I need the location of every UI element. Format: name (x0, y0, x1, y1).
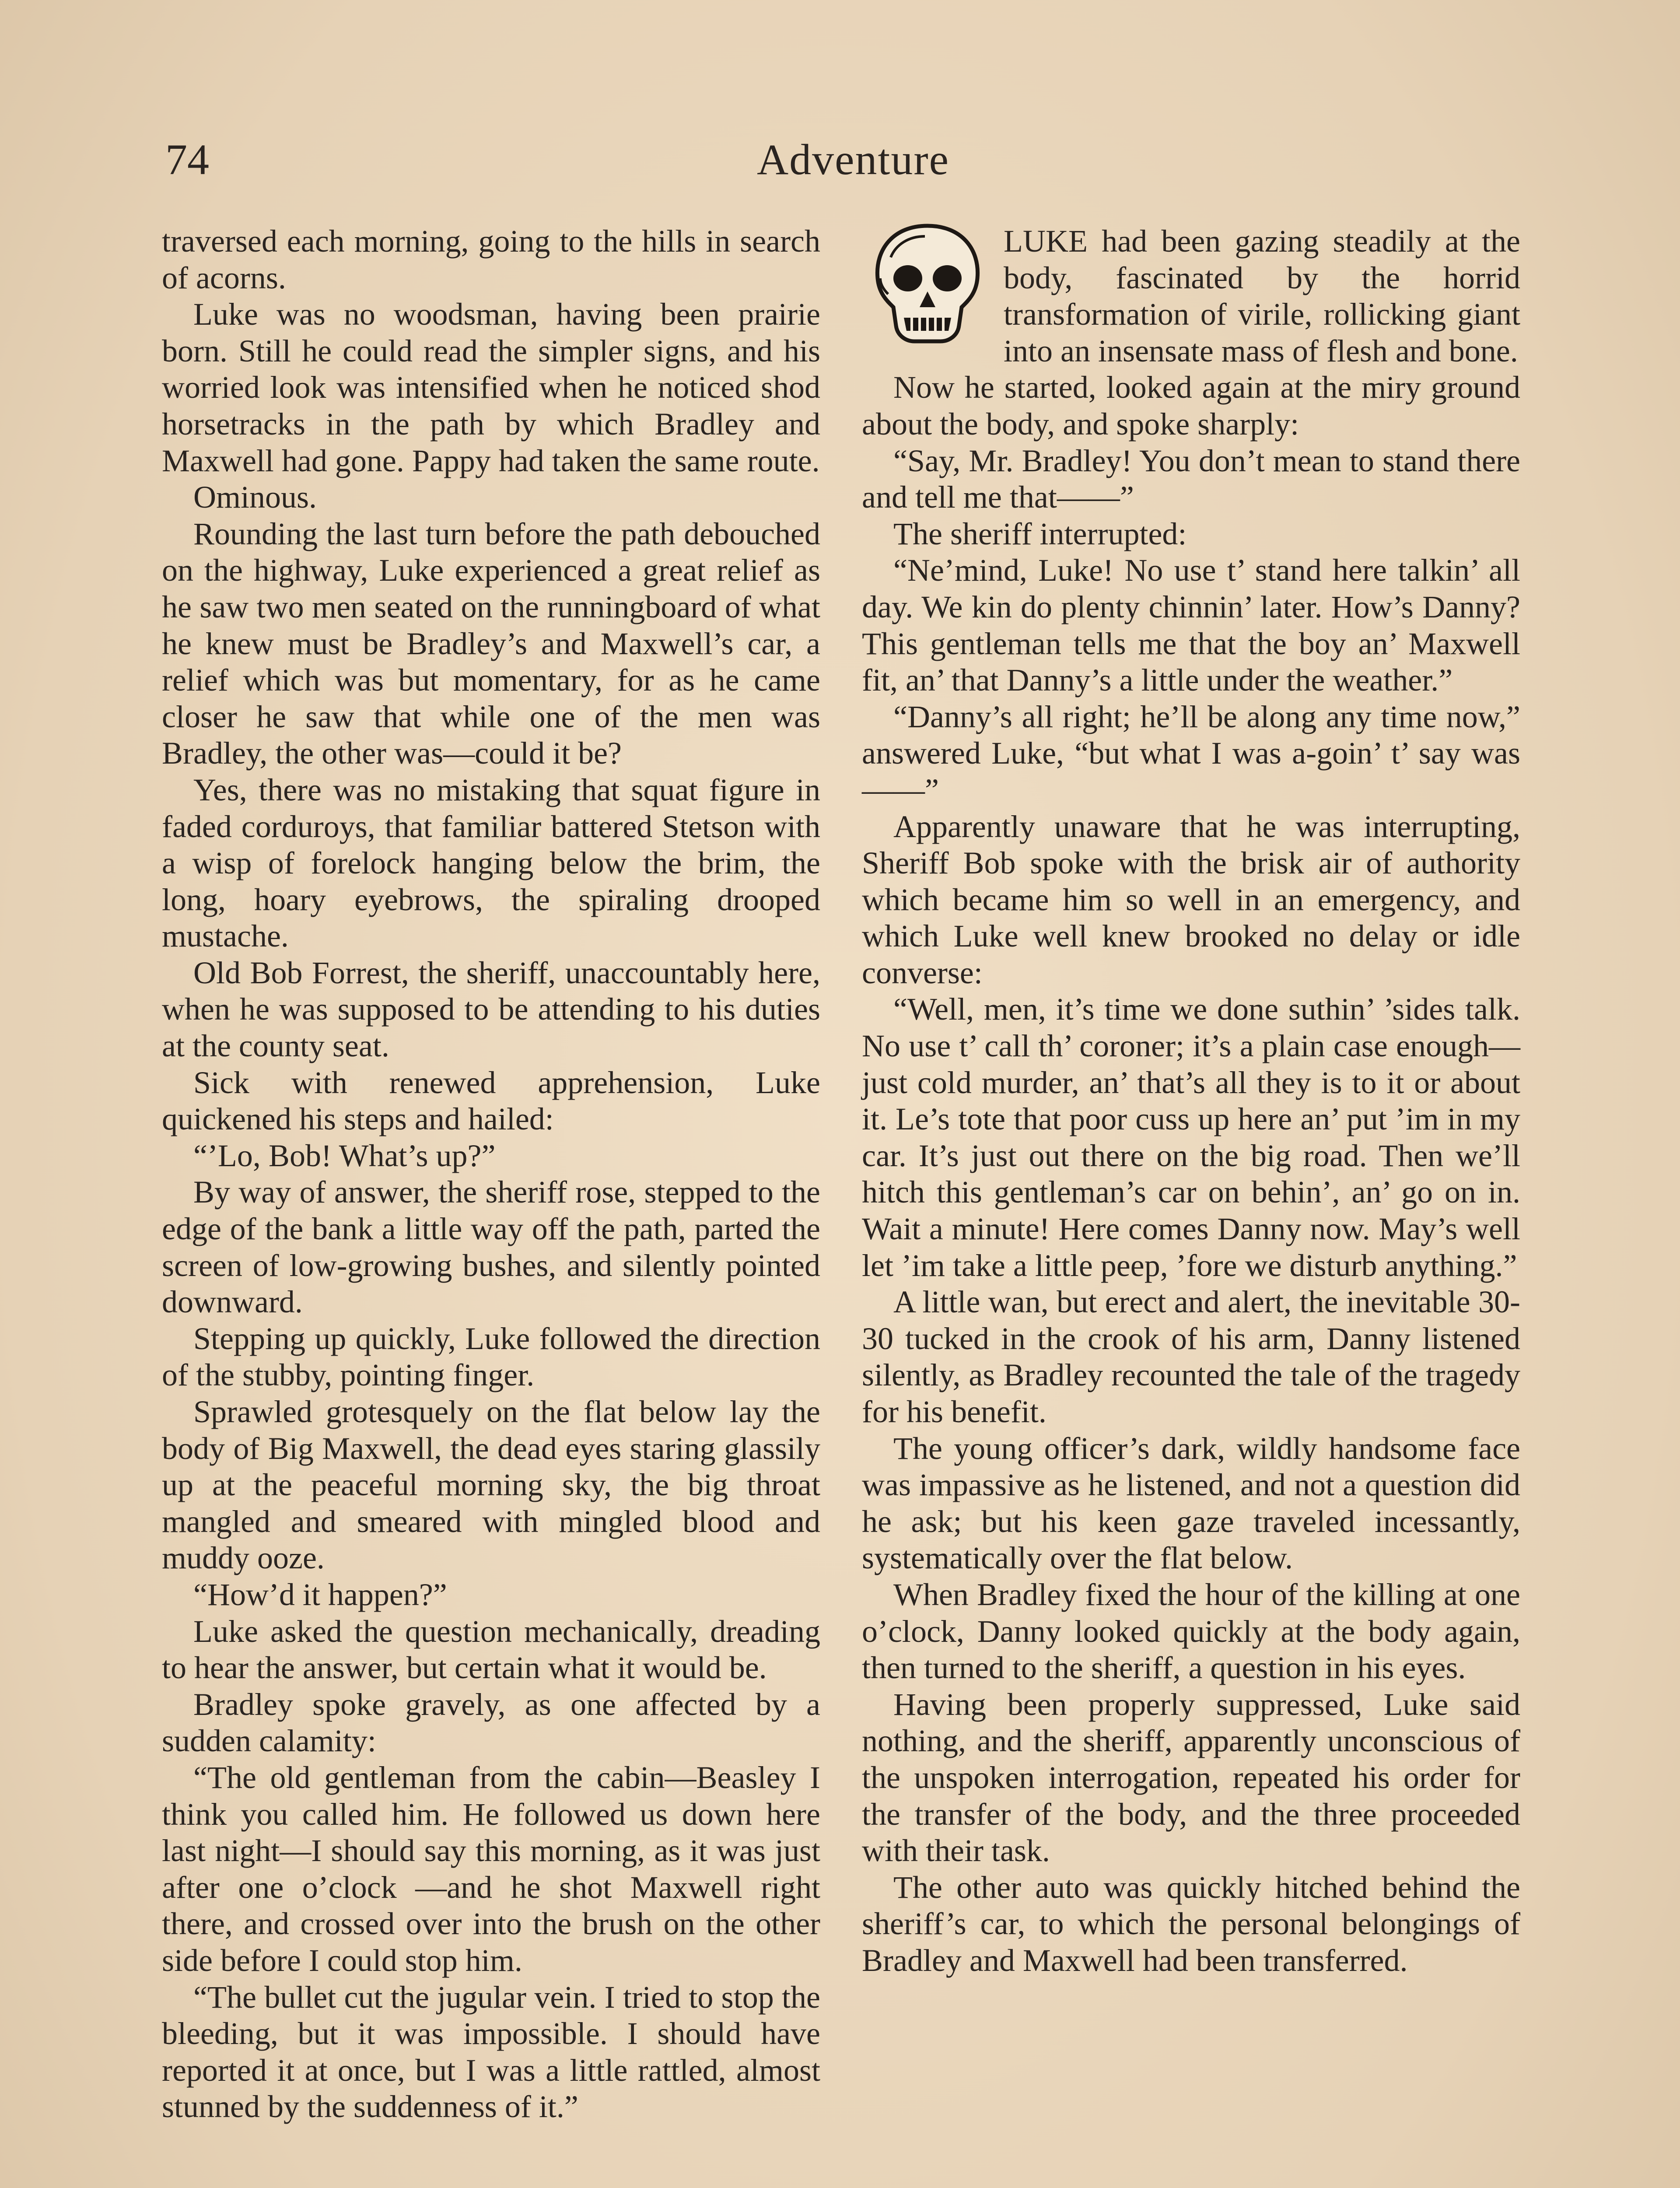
paragraph-text: “The bullet cut the jugular vein. I tried to stop the bleeding, but it was impossible. I should have reported it at once, but I was a little rattled, almost stunned by the suddenness of it.” (162, 1979, 820, 2125)
paragraph (862, 516, 1520, 553)
paragraph (162, 1065, 820, 1138)
paragraph (162, 1138, 820, 1175)
paragraph-text: Luke asked the question mechanically, dreading to hear the answer, but certain what it would be. (162, 1613, 820, 1686)
paragraph (162, 1577, 820, 1613)
paragraph-text: “Say, Mr. Bradley! You don’t mean to stand there and tell me that——” (862, 443, 1520, 515)
paragraph-text: When Bradley fixed the hour of the killing at one o’clock, Danny looked quickly at the body again, then turned to the sheriff, a question in his eyes. (862, 1577, 1520, 1686)
paragraph-text: LUKE had been gazing steadily at the body, fascinated by the horrid transformation of virile, rollicking giant into an insensate mass of flesh and bone. (1004, 224, 1520, 368)
paragraph-text: “The old gentleman from the cabin—Beasley I think you called him. He followed us down here last night—I should say this morning, as it was just after one o’clock —and he shot Maxwell right there, and crossed over into the brush on the other side before I could stop him. (162, 1760, 820, 1978)
paragraph (862, 991, 1520, 1284)
paragraph (162, 223, 820, 296)
paragraph-text: A little wan, but erect and alert, the inevitable 30-30 tucked in the crook of his arm, Danny listened silently, as Bradley recounted the tale of the tragedy for his benefit. (862, 1284, 1520, 1429)
paragraph (162, 1321, 820, 1394)
paragraph (162, 479, 820, 516)
paragraph-text: Yes, there was no mistaking that squat figure in faded corduroys, that familiar battered Stetson with a wisp of forelock hanging below the brim, the long, hoary eyebrows, the spiraling drooped mustache. (162, 772, 820, 954)
paragraph-text: Sick with renewed apprehension, Luke quickened his steps and hailed: (162, 1065, 820, 1137)
paragraph (862, 1577, 1520, 1687)
paragraph (162, 1760, 820, 1979)
paragraph (862, 809, 1520, 992)
paragraph (862, 1431, 1520, 1577)
paragraph-text: “Danny’s all right; he’ll be along any time now,” answered Luke, “but what I was a-goin’ t’ say was——” (862, 699, 1520, 807)
paragraph (162, 1174, 820, 1320)
paragraph (862, 369, 1520, 442)
paragraph (162, 1394, 820, 1577)
paragraph-text: “Ne’mind, Luke! No use t’ stand here talkin’ all day. We kin do plenty chinnin’ later. How’s Danny? This gentleman tells me that the boy an’ Maxwell fit, an’ that Danny’s a little under the weather.” (862, 553, 1520, 698)
paragraph-text: “’Lo, Bob! What’s up?” (193, 1138, 496, 1173)
paragraph-text: Having been properly suppressed, Luke said nothing, and the sheriff, apparently unconscious of the unspoken interrogation, repeated his order for the transfer of the body, and the three proceeded with their task. (862, 1687, 1520, 1869)
paragraph (162, 1687, 820, 1760)
paragraph-text: Old Bob Forrest, the sheriff, unaccountably here, when he was supposed to be attending to his duties at the county seat. (162, 955, 820, 1064)
paragraph-text: “How’d it happen?” (193, 1577, 447, 1612)
page-number: 74 (165, 135, 209, 184)
paragraph-text: The other auto was quickly hitched behind the sheriff’s car, to which the personal belongings of Bradley and Maxwell had been transferred. (862, 1869, 1520, 1978)
paragraph (162, 772, 820, 955)
paragraph (862, 1869, 1520, 1979)
paragraph (862, 552, 1520, 698)
paragraph (862, 443, 1520, 516)
paragraph (862, 223, 1520, 369)
paragraph (862, 1687, 1520, 1869)
paragraph-text: The sheriff interrupted: (893, 516, 1187, 551)
paragraph-text: Rounding the last turn before the path debouched on the highway, Luke experienced a great relief as he saw two men seated on the runningboard of what he knew must be Bradley’s and Maxwell’s car, a relief which was but momentary, for as he came closer he saw that while one of the men was Bradley, the other was—could it be? (162, 516, 820, 771)
skull-icon (862, 218, 993, 349)
left-column (162, 223, 820, 2125)
paragraph-text: Stepping up quickly, Luke followed the direction of the stubby, pointing finger. (162, 1321, 820, 1393)
paragraph-text: Now he started, looked again at the miry ground about the body, and spoke sharply: (862, 370, 1520, 442)
paragraph (162, 1613, 820, 1687)
paragraph-text: “Well, men, it’s time we done suthin’ ’sides talk. No use t’ call th’ coroner; it’s a plain case enough—just cold murder, an’ that’s all they is to it or about it. Le’s tote that poor cuss up here an’ put ’im in my car. It’s just out there on the big road. Then we’ll hitch this gentleman’s car on behin’, an’ go on in. Wait a minute! Here comes Danny now. May’s well let ’im take a little peep, ’fore we disturb anything.” (862, 992, 1520, 1283)
paragraph-text: Apparently unaware that he was interrupting, Sheriff Bob spoke with the brisk air of authority which became him so well in an emergency, and which Luke well knew brooked no delay or idle converse: (862, 809, 1520, 990)
paragraph-text: traversed each morning, going to the hills in search of acorns. (162, 224, 820, 295)
paragraph (162, 955, 820, 1065)
paragraph (162, 1979, 820, 2125)
paragraph-text: Luke was no woodsman, having been prairie born. Still he could read the simpler signs, and his worried look was intensified when he noticed shod horsetracks in the path by which Bradley and Maxwell had gone. Pappy had taken the same route. (162, 297, 820, 478)
paragraph (862, 699, 1520, 809)
paragraph-text: The young officer’s dark, wildly handsome face was impassive as he listened, and not a question did he ask; but his keen gaze traveled incessantly, systematically over the flat below. (862, 1431, 1520, 1576)
paragraph-text: Ominous. (193, 480, 317, 515)
page-header (0, 129, 1680, 190)
paragraph-text: By way of answer, the sheriff rose, stepped to the edge of the bank a little way off the path, parted the screen of low-growing bushes, and silently pointed downward. (162, 1175, 820, 1320)
paragraph (162, 296, 820, 479)
paragraph-text: Sprawled grotesquely on the flat below lay the body of Big Maxwell, the dead eyes staring glassily up at the peaceful morning sky, the big throat mangled and smeared with mingled blood and muddy ooze. (162, 1394, 820, 1576)
paragraph (162, 516, 820, 772)
paragraph (862, 1284, 1520, 1430)
paragraph-text: Bradley spoke gravely, as one affected by a sudden calamity: (162, 1687, 820, 1759)
right-column (862, 223, 1520, 1979)
running-title: Adventure (756, 135, 950, 184)
